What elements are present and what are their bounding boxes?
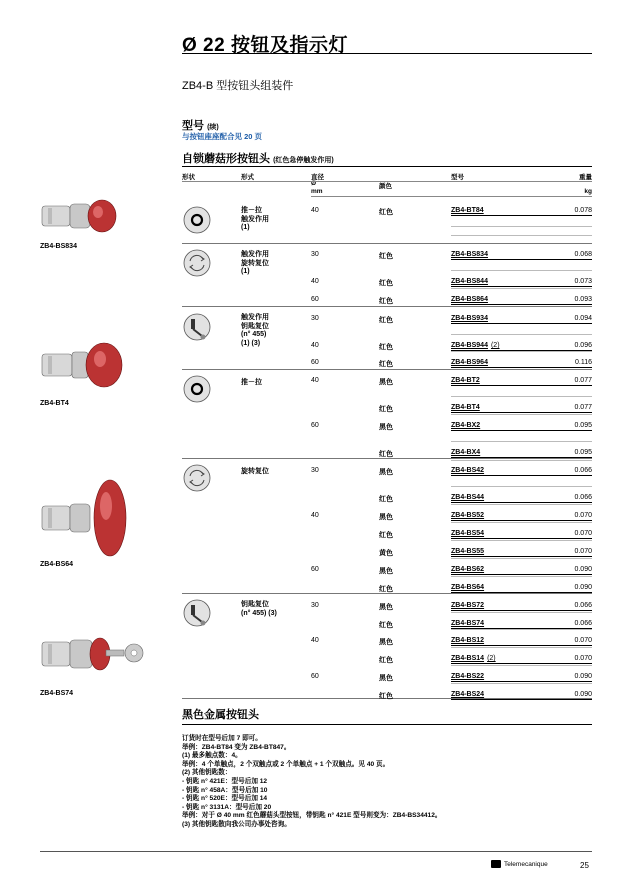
rotate-icon [182, 463, 212, 493]
color-value: 红色 [379, 209, 393, 216]
reference-note: (2) [487, 655, 496, 662]
form-group-4: 推－拉 [241, 379, 262, 386]
spacer-rule [451, 351, 592, 352]
spacer-rule [451, 576, 592, 577]
reference-value [451, 584, 484, 591]
diameter-value: 30 [311, 467, 319, 474]
diameter-value: 40 [311, 207, 319, 214]
reference-code: ZB4-BS844 [451, 278, 488, 285]
spacer-rule [451, 683, 592, 684]
spacer-rule [451, 486, 592, 487]
section-rule-2 [182, 724, 592, 725]
note-line: - 钥匙 n° 520E：型号后加 14 [182, 795, 268, 803]
product-photo-bs74 [40, 630, 150, 680]
reference-value [451, 494, 484, 501]
reference-code: ZB4-BS72 [451, 602, 485, 609]
page-subtitle: ZB4-B 型按钮头组装件 [182, 80, 294, 92]
reference-value [451, 296, 488, 303]
note-line: 举例：对于 Ø 40 mm 红色蘑菇头型按钮，带钥匙 n° 421E 型号则变为：ZB4-BS34412。 [182, 812, 442, 820]
row-rule [451, 699, 592, 700]
color-value: 红色 [379, 451, 393, 458]
note-line: (2) 其他钥匙数： [182, 769, 232, 777]
footer-rule [40, 851, 592, 852]
col-weight: 重量 [579, 174, 592, 181]
reference-value [451, 620, 484, 627]
reference-value [451, 655, 496, 662]
row-rule [451, 645, 592, 646]
note-line: 举例：4 个单触点，2 个双触点或 2 个单触点 + 1 个双触点。见 40 页。 [182, 760, 390, 768]
spacer-rule [451, 612, 592, 613]
weight-value: 0.070 [574, 548, 592, 555]
reference-code: ZB4-BX2 [451, 422, 481, 429]
weight-value: 0.066 [574, 467, 592, 474]
group-rule [182, 369, 592, 370]
diameter-value: 40 [311, 278, 319, 285]
brand-name: Telemecanique [504, 860, 548, 868]
row-rule [451, 681, 592, 682]
spacer-rule [451, 460, 592, 461]
row-rule [451, 520, 592, 521]
color-value: 红色 [379, 586, 393, 593]
product-photo-bt4 [40, 340, 130, 390]
color-value: 黑色 [379, 424, 393, 431]
weight-value: 0.090 [574, 584, 592, 591]
row-rule [451, 475, 592, 476]
row-rule [451, 215, 592, 216]
col-form: 形式 [241, 174, 254, 181]
reference-value [451, 278, 488, 285]
header-rule-1 [182, 181, 592, 182]
note-line: (1) 最多触点数：4。 [182, 752, 242, 760]
color-value: 红色 [379, 657, 393, 664]
page-number: 25 [580, 861, 589, 870]
diameter-value: 30 [311, 315, 319, 322]
product-photo-bs64 [40, 478, 130, 558]
product-photo-bs834 [40, 196, 130, 236]
reference-code: ZB4-BS22 [451, 673, 485, 680]
photo-caption-2: ZB4-BT4 [40, 400, 69, 407]
spacer-rule [451, 665, 592, 666]
title-rule [182, 53, 592, 54]
type-heading: 型号 (续) [182, 120, 219, 132]
diameter-value: 40 [311, 377, 319, 384]
row-rule [451, 592, 592, 593]
reference-code: ZB4-BS864 [451, 296, 488, 303]
form-group-5: 旋转复位 [241, 468, 269, 475]
reference-code: ZB4-BS944 [451, 342, 488, 349]
rotate-icon [182, 248, 212, 278]
reference-code: ZB4-BS52 [451, 512, 485, 519]
weight-value: 0.070 [574, 655, 592, 662]
reference-value [451, 566, 484, 573]
reference-value [451, 530, 484, 537]
row-rule [451, 259, 592, 260]
reference-code: ZB4-BS42 [451, 467, 485, 474]
reference-value [451, 422, 480, 429]
reference-code: ZB4-BS54 [451, 530, 485, 537]
row-rule [451, 304, 592, 305]
reference-code: ZB4-BT84 [451, 207, 484, 214]
reference-value [451, 207, 484, 214]
spacer-rule [451, 414, 592, 415]
reference-value [451, 342, 500, 349]
spacer-rule [451, 522, 592, 523]
reference-code: ZB4-BS44 [451, 494, 485, 501]
note-line: 订货时在型号后加 7 即可。 [182, 735, 262, 742]
note-line: 举例：ZB4-BT84 变为 ZB4-BT847。 [182, 743, 291, 751]
form-group-2: 触发作用 旋转复位 (1) [241, 251, 269, 275]
reference-value [451, 404, 480, 411]
diameter-value: 40 [311, 342, 319, 349]
reference-code: ZB4-BS55 [451, 548, 485, 555]
col-diameter-symbol: Ø [311, 180, 317, 187]
photo-caption-3: ZB4-BS64 [40, 561, 74, 568]
reference-note: (2) [490, 342, 500, 349]
weight-value: 0.066 [574, 494, 592, 501]
spacer-rule [451, 270, 592, 271]
header-rule-2 [311, 196, 592, 197]
form-group-3: 触发作用 钥匙复位 (n° 455) (1) (3) [241, 314, 269, 347]
row-rule [451, 457, 592, 458]
photo-caption-4: ZB4-BS74 [40, 690, 74, 697]
form-group-6: 钥匙复位 (n° 455) (3) [241, 601, 277, 617]
brand-logo-icon [491, 860, 501, 868]
reference-code: ZB4-BS64 [451, 584, 485, 591]
spacer-rule [451, 629, 592, 630]
group-rule [182, 306, 592, 307]
weight-value: 0.066 [574, 602, 592, 609]
weight-value: 0.078 [574, 207, 592, 214]
spacer-rule [451, 288, 592, 289]
weight-value: 0.095 [574, 449, 592, 456]
reference-value [451, 512, 484, 519]
spacer-rule [451, 334, 592, 335]
diameter-value: 60 [311, 673, 319, 680]
diameter-value: 60 [311, 422, 319, 429]
color-value: 黑色 [379, 514, 393, 521]
reference-value [451, 251, 488, 258]
color-value: 红色 [379, 298, 393, 305]
reference-code: ZB4-BS24 [451, 691, 485, 698]
reference-code: ZB4-BS74 [451, 620, 485, 627]
color-value: 红色 [379, 253, 393, 260]
weight-value: 0.090 [574, 673, 592, 680]
section-rule [182, 166, 592, 167]
reference-value [451, 548, 484, 555]
diameter-value: 30 [311, 251, 319, 258]
reference-code: ZB4-BS12 [451, 637, 485, 644]
photo-caption-1: ZB4-BS834 [40, 243, 77, 250]
spacer-rule [451, 441, 592, 442]
key-icon [182, 312, 212, 342]
weight-value: 0.090 [574, 691, 592, 698]
col-shape: 形状 [182, 174, 195, 181]
diameter-value: 40 [311, 637, 319, 644]
reference-code: ZB4-BX4 [451, 449, 481, 456]
diameter-value: 40 [311, 512, 319, 519]
color-value: 红色 [379, 532, 393, 539]
weight-value: 0.070 [574, 512, 592, 519]
group-rule [182, 243, 592, 244]
col-diameter-unit: mm [311, 188, 323, 195]
key-icon [182, 598, 212, 628]
reference-code: ZB4-BS834 [451, 251, 488, 258]
footnotes [182, 735, 441, 830]
reference-code: ZB4-BT2 [451, 377, 480, 384]
weight-value: 0.077 [574, 377, 592, 384]
see-page-link[interactable]: 与按钮座座配合见 20 页 [182, 132, 263, 141]
weight-value: 0.066 [574, 620, 592, 627]
color-value: 红色 [379, 406, 393, 413]
weight-value: 0.093 [574, 296, 592, 303]
spacer-rule [451, 647, 592, 648]
row-rule [451, 502, 592, 503]
note-line: (3) 其他钥匙散向我公司办事处咨询。 [182, 820, 291, 828]
color-value: 黑色 [379, 639, 393, 646]
row-rule [451, 367, 592, 368]
reference-value [451, 315, 488, 322]
reference-value [451, 602, 484, 609]
section-heading-mushroom: 自锁蘑菇形按钮头 (红色急停触发作用) [182, 153, 334, 165]
reference-code: ZB4-BS934 [451, 315, 488, 322]
reference-value [451, 637, 484, 644]
reference-value [451, 377, 480, 384]
reference-value [451, 359, 488, 366]
weight-value: 0.116 [575, 359, 592, 366]
spacer-rule [451, 504, 592, 505]
color-value: 黑色 [379, 379, 393, 386]
row-rule [451, 430, 592, 431]
diameter-value: 30 [311, 602, 319, 609]
diameter-value: 60 [311, 296, 319, 303]
col-weight-unit: kg [584, 188, 592, 195]
spacer-rule [451, 396, 592, 397]
color-value: 黑色 [379, 469, 393, 476]
row-rule [451, 286, 592, 287]
reference-value [451, 673, 484, 680]
weight-value: 0.070 [574, 530, 592, 537]
reference-code: ZB4-BT4 [451, 404, 480, 411]
color-value: 黑色 [379, 675, 393, 682]
color-value: 红色 [379, 622, 393, 629]
reference-value [451, 467, 484, 474]
reference-value [451, 691, 484, 698]
target-icon [182, 205, 212, 235]
note-line: - 钥匙 n° 458A：型号后加 10 [182, 786, 268, 794]
color-value: 黄色 [379, 550, 393, 557]
color-value: 黑色 [379, 604, 393, 611]
diameter-value: 60 [311, 359, 319, 366]
weight-value: 0.073 [574, 278, 592, 285]
color-value: 红色 [379, 344, 393, 351]
spacer-rule [451, 558, 592, 559]
reference-code: ZB4-BS14 [451, 655, 485, 662]
color-value: 黑色 [379, 568, 393, 575]
row-rule [451, 574, 592, 575]
reference-code: ZB4-BS964 [451, 359, 488, 366]
weight-value: 0.095 [574, 422, 592, 429]
row-rule [451, 412, 592, 413]
weight-value: 0.090 [574, 566, 592, 573]
row-rule [451, 323, 592, 324]
color-value: 红色 [379, 496, 393, 503]
color-value: 红色 [379, 280, 393, 287]
color-value: 红色 [379, 693, 393, 700]
spacer-rule [451, 540, 592, 541]
diameter-value: 60 [311, 566, 319, 573]
section-heading-metal: 黑色金属按钮头 [182, 709, 259, 721]
col-ref: 型号 [451, 174, 464, 181]
row-rule [451, 556, 592, 557]
reference-code: ZB4-BS62 [451, 566, 485, 573]
weight-value: 0.068 [574, 251, 592, 258]
weight-value: 0.096 [574, 342, 592, 349]
target-icon [182, 374, 212, 404]
weight-value: 0.070 [574, 637, 592, 644]
color-value: 红色 [379, 317, 393, 324]
row-rule [451, 663, 592, 664]
row-rule [451, 385, 592, 386]
spacer-rule [451, 226, 592, 227]
col-color: 颜色 [379, 183, 392, 190]
spacer-rule [451, 235, 592, 236]
reference-value [451, 449, 480, 456]
row-rule [451, 610, 592, 611]
form-group-1: 推－拉 触发作用 (1) [241, 207, 269, 231]
note-line: - 钥匙 n° 3131A：型号后加 20 [182, 803, 272, 811]
note-line: - 钥匙 n° 421E：型号后加 12 [182, 777, 268, 785]
color-value: 红色 [379, 361, 393, 368]
weight-value: 0.077 [574, 404, 592, 411]
brand-logo [491, 860, 548, 868]
col-diameter: 直径 [311, 174, 324, 181]
page-title: Ø 22 按钮及指示灯 [182, 35, 348, 56]
row-rule [451, 538, 592, 539]
weight-value: 0.094 [574, 315, 592, 322]
